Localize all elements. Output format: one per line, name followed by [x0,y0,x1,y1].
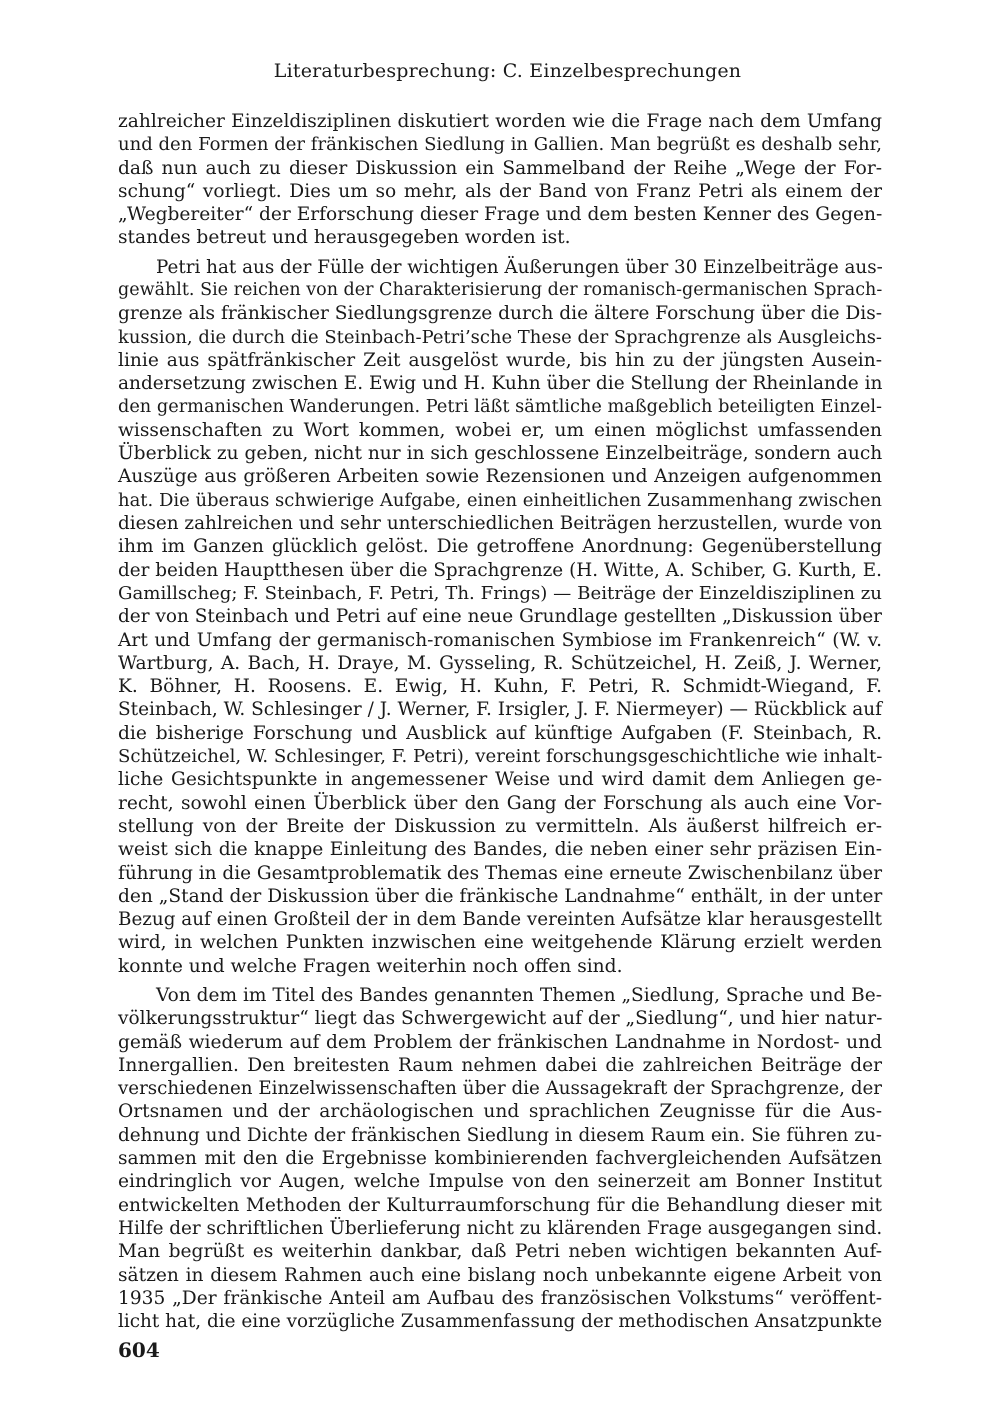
text-line: Petri hat aus der Fülle der wichtigen Äußerungen über 30 Einzelbeiträge aus- [156,256,883,278]
text-line: Gamillscheg; F. Steinbach, F. Petri, Th. Frings) — Beiträge der Einzeldisziplinen zu [118,582,882,604]
paragraph-1 [118,110,882,250]
text-line: daß nun auch zu dieser Diskussion ein Sammelband der Reihe „Wege der For- [118,157,882,179]
text-line: Auszüge aus größeren Arbeiten sowie Rezensionen und Anzeigen aufgenommen [118,466,882,488]
text-line: schung“ vorliegt. Dies um so mehr, als der Band von Franz Petri als einem der [118,180,882,202]
text-line: wird, in welchen Punkten inzwischen eine weitgehende Klärung erzielt werden [118,932,882,954]
page-number: 604 [118,1338,160,1362]
text-line: Art und Umfang der germanisch-romanischen Symbiose im Frankenreich“ (W. v. [118,629,882,651]
text-line: den germanischen Wanderungen. Petri läßt sämtliche maßgeblich beteiligten Einzel- [118,396,882,417]
text-line: den „Stand der Diskussion über die fränkische Landnahme“ enthält, in der unter [118,885,883,907]
text-line: diesen zahlreichen und sehr unterschiedlichen Beiträgen herzustellen, wurde von [118,513,882,535]
text-line: und den Formen der fränkischen Siedlung in Gallien. Man begrüßt es deshalb sehr, [118,134,882,156]
text-line: die bisherige Forschung und Ausblick auf künftige Aufgaben (F. Steinbach, R. [118,722,882,744]
text-line: K. Böhner, H. Roosens. E. Ewig, H. Kuhn, F. Petri, R. Schmidt-Wiegand, F. [118,676,882,698]
text-line: ihm im Ganzen glücklich gelöst. Die getroffene Anordnung: Gegenüberstellung [118,536,882,558]
text-line: Innergallien. Den breitesten Raum nehmen dabei die zahlreichen Beiträge der [118,1054,882,1076]
text-line: gemäß wiederum auf dem Problem der fränkischen Landnahme in Nordost- und [118,1031,882,1053]
paragraph-3 [118,984,882,1333]
text-line: wissenschaften zu Wort kommen, wobei er, um einen möglichst umfassenden [118,419,882,441]
text-line: der beiden Hauptthesen über die Sprachgrenze (H. Witte, A. Schiber, G. Kurth, E. [118,559,882,581]
text-line: verschiedenen Einzelwissenschaften über die Aussagekraft der Sprachgrenze, der [118,1078,882,1100]
text-line: Wartburg, A. Bach, H. Draye, M. Gysseling, R. Schützeichel, H. Zeiß, J. Werner, [118,652,882,674]
body-text [118,110,882,1339]
text-line: Hilfe der schriftlichen Überlieferung nicht zu klärenden Frage ausgegangen sind. [118,1217,883,1239]
text-line: eindringlich vor Augen, welche Impulse von den seinerzeit am Bonner Institut [118,1171,882,1193]
text-line: zahlreicher Einzeldisziplinen diskutiert worden wie die Frage nach dem Umfang [118,111,882,132]
text-line: Ortsnamen und der archäologischen und sprachlichen Zeugnisse für die Aus- [118,1101,882,1123]
text-line: Man begrüßt es weiterhin dankbar, daß Petri neben wichtigen bekannten Auf- [118,1241,882,1263]
text-line: 1935 „Der fränkische Anteil am Aufbau des französischen Volkstums“ veröffent- [118,1287,882,1309]
text-line: konnte und welche Fragen weiterhin noch offen sind. [118,955,623,977]
text-line: licht hat, die eine vorzügliche Zusammenfassung der methodischen Ansatzpunkte [118,1311,883,1333]
text-line: hat. Die überaus schwierige Aufgabe, einen einheitlichen Zusammenhang zwischen [118,489,882,511]
text-line: führung in die Gesamtproblematik des Themas eine erneute Zwischenbilanz über [118,862,882,884]
text-line: Von dem im Titel des Bandes genannten Themen „Siedlung, Sprache und Be- [156,984,882,1006]
text-line: weist sich die knappe Einleitung des Bandes, die neben einer sehr präzisen Ein- [118,839,882,861]
text-line: völkerungsstruktur“ liegt das Schwergewicht auf der „Siedlung“, und hier natur- [118,1008,883,1030]
text-line: „Wegbereiter“ der Erforschung dieser Frage und dem besten Kenner des Gegen- [118,204,883,226]
text-line: Schützeichel, W. Schlesinger, F. Petri), vereint forschungsgeschichtliche wie inhalt- [118,746,883,768]
text-line: gewählt. Sie reichen von der Charakterisierung der romanisch-germanischen Sprach- [118,280,883,301]
text-line: andersetzung zwischen E. Ewig und H. Kuhn über die Stellung der Rheinlande in [118,373,883,395]
running-head: Literaturbesprechung: C. Einzelbesprechungen [273,60,742,82]
text-line: grenze als fränkischer Siedlungsgrenze durch die ältere Forschung über die Dis- [118,303,883,325]
text-line: Bezug auf einen Großteil der in dem Bande vereinten Aufsätze klar herausgestellt [118,909,882,931]
paragraph-2 [118,256,882,978]
text-line: linie aus spätfränkischer Zeit ausgelöst wurde, bis hin zu der jüngsten Ausein- [118,349,882,371]
text-line: der von Steinbach und Petri auf eine neue Grundlage gestellten „Diskussion über [118,606,882,628]
text-line: stellung von der Breite der Diskussion zu vermitteln. Als äußerst hilfreich er- [118,815,882,837]
text-line: dehnung und Dichte der fränkischen Siedlung in diesem Raum ein. Sie führen zu- [118,1124,882,1146]
text-line: recht, sowohl einen Überblick über den Gang der Forschung als auch eine Vor- [118,792,882,814]
text-line: sätzen in diesem Rahmen auch eine bislang noch unbekannte eigene Arbeit von [118,1264,882,1286]
text-line: Überblick zu geben, nicht nur in sich geschlossene Einzelbeiträge, sondern auch [118,443,883,465]
text-line: entwickelten Methoden der Kulturraumforschung für die Behandlung dieser mit [118,1194,882,1216]
text-line: kussion, die durch die Steinbach-Petri’sche These der Sprachgrenze als Ausgleichs- [118,326,882,348]
text-line: standes betreut und herausgegeben worden ist. [118,227,571,249]
text-line: Steinbach, W. Schlesinger / J. Werner, F. Irsigler, J. F. Niermeyer) — Rückblick auf [118,699,882,721]
text-line: liche Gesichtspunkte in angemessener Weise und wird damit dem Anliegen ge- [118,769,882,791]
text-line: sammen mit den die Ergebnisse kombinierenden fachvergleichenden Aufsätzen [118,1148,882,1170]
